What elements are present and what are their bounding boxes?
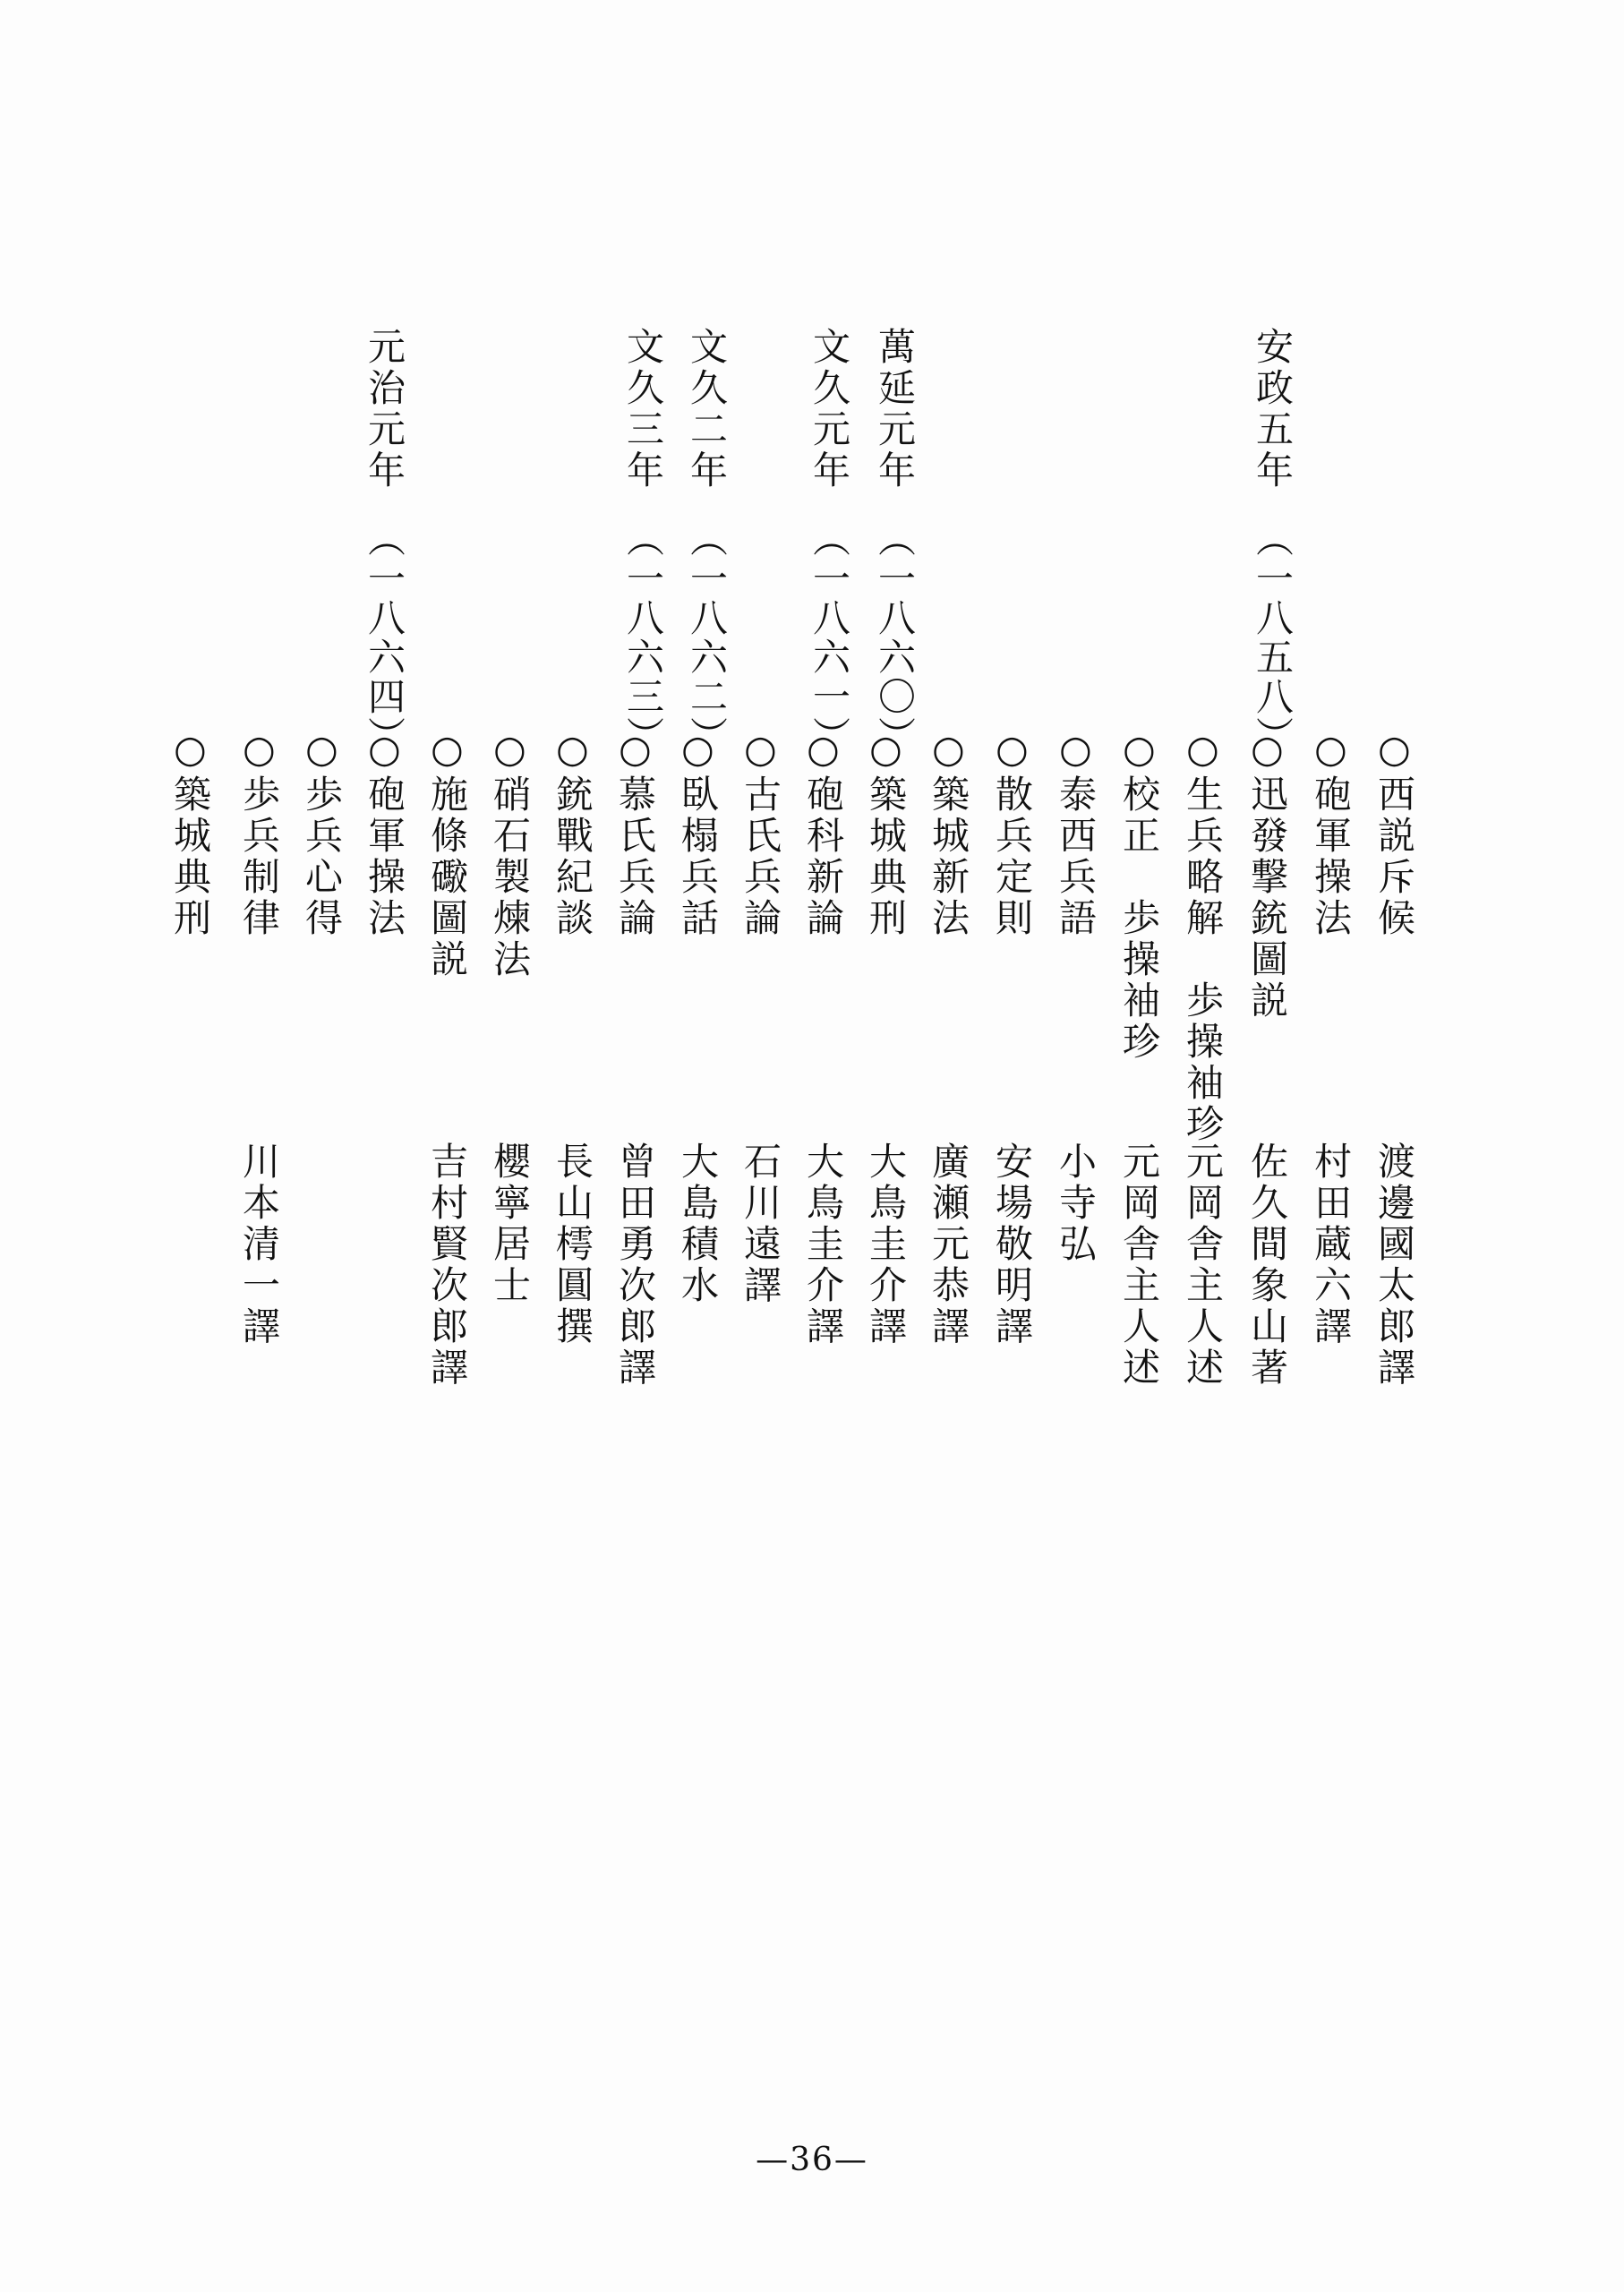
era-name: 文久三年 — [621, 327, 665, 492]
book-author: 曾田勇次郎譯 — [613, 1142, 657, 1389]
book-author: 長山樗圓撰 — [551, 1142, 594, 1347]
book-title: ○臥榻兵話 — [676, 727, 720, 939]
book-author: 大鳥圭介譯 — [864, 1142, 908, 1347]
book-title: ○砲軍操法 — [363, 727, 406, 939]
book-title: ○歩兵制律 — [237, 727, 281, 939]
book-author: 佐久間象山著 — [1245, 1142, 1289, 1389]
era-year: （一八六三） — [621, 519, 665, 756]
book-title: ○慕氏兵論 — [613, 727, 657, 939]
book-author: 廣瀬元恭譯 — [927, 1142, 970, 1347]
book-title: ○銃戰紀談 — [551, 727, 594, 939]
book-title: ○生兵略解 歩操袖珍 — [1181, 727, 1225, 1145]
era-year: （一八六〇） — [873, 519, 917, 756]
book-author: 大島積水 — [676, 1142, 720, 1306]
book-title: ○歩兵心得 — [300, 727, 344, 939]
book-author: 渡邊國太郎譯 — [1372, 1142, 1416, 1389]
book-title: ○西説斥候 — [1372, 727, 1416, 939]
book-title: ○施條礮圖説 — [425, 727, 469, 980]
book-title: ○散兵定則 — [990, 727, 1034, 939]
book-author: 元岡舎主人述 — [1181, 1142, 1225, 1389]
book-author: 大鳥圭介譯 — [801, 1142, 845, 1347]
book-title: ○築城新法 — [927, 727, 970, 939]
book-author: 小寺弘 — [1054, 1142, 1098, 1265]
era-year: （一八六四） — [363, 519, 406, 756]
book-title: ○砲軍操法 — [1309, 727, 1353, 939]
book-title: ○硝石製煉法 — [488, 727, 532, 980]
era-year: （一八六一） — [808, 519, 851, 756]
book-title: ○築城典刑 — [168, 727, 212, 939]
book-title: ○校正 歩操袖珍 — [1117, 727, 1161, 1063]
era-year: （一八五八） — [1251, 519, 1295, 756]
book-author: 石川遠譯 — [739, 1142, 782, 1306]
era-name: 萬延元年 — [873, 327, 917, 492]
book-author: 村田蔵六譯 — [1309, 1142, 1353, 1347]
era-year: （一八六二） — [685, 519, 729, 756]
era-name: 元治元年 — [363, 327, 406, 492]
book-title: ○砲科新論 — [801, 727, 845, 939]
era-name: 文久二年 — [685, 327, 729, 492]
book-title: ○築城典刑 — [864, 727, 908, 939]
book-author: 安場敬明譯 — [990, 1142, 1034, 1347]
book-title: ○泰西兵語 — [1054, 727, 1098, 939]
era-name: 文久元年 — [808, 327, 851, 492]
book-title: ○古氏兵論 — [739, 727, 782, 939]
book-author: 櫻寧居士 — [488, 1142, 532, 1306]
book-author: 吉村賢次郎譯 — [425, 1142, 469, 1389]
book-author: 川本清一譯 — [237, 1142, 281, 1347]
page-number: —36— — [756, 2142, 868, 2178]
book-title: ○迅發撃銃圖説 — [1245, 727, 1289, 1022]
book-author: 元岡舎主人述 — [1117, 1142, 1161, 1389]
era-name: 安政五年 — [1251, 327, 1295, 492]
